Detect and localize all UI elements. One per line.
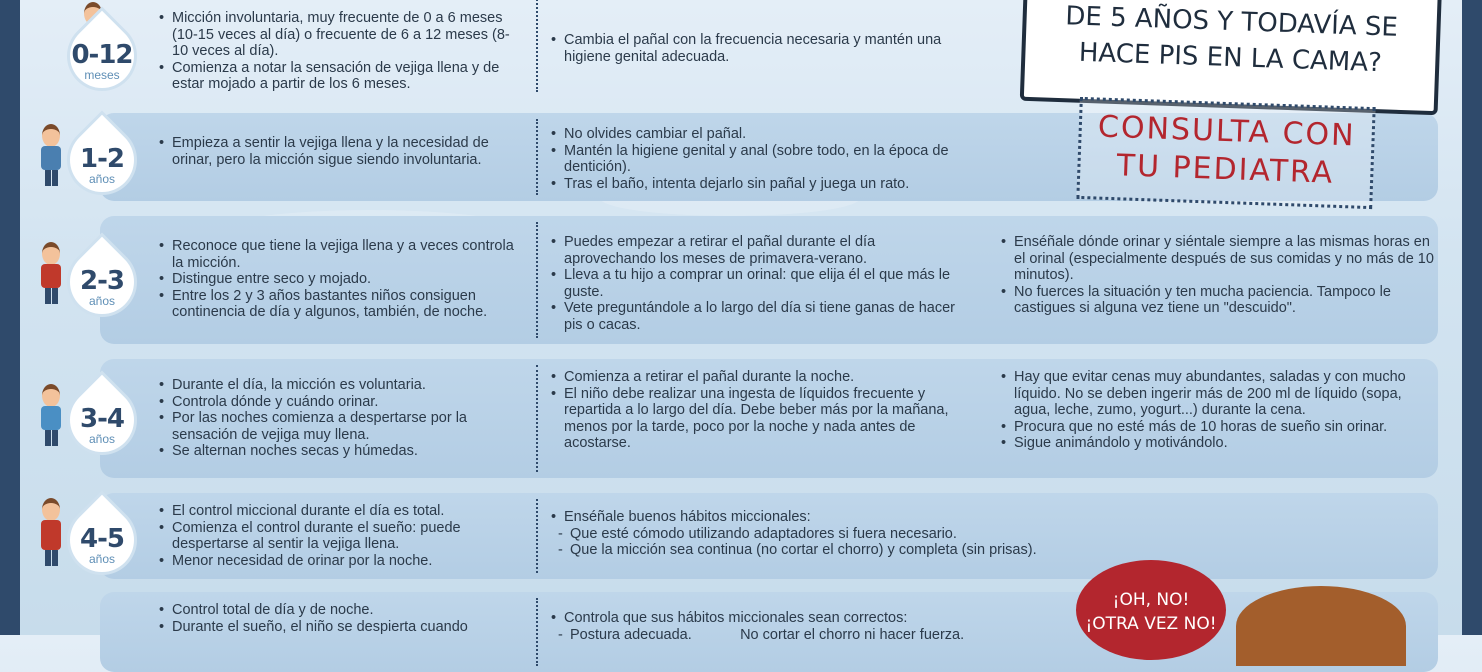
list-subitem: - Postura adecuada. No cortar el chorro ni hacer fuerza. [550, 627, 1110, 644]
list-item: • El control miccional durante el día es total. [158, 503, 518, 520]
list-item: • Comienza a notar la sensación de vejiga llena y de estar mojado a partir de los 6 meses. [158, 60, 518, 93]
column-divider [536, 119, 538, 195]
age-range: 1-2 [80, 144, 124, 174]
list-item: • Controla dónde y cuándo orinar. [158, 394, 518, 411]
age-drop-3-4 [66, 382, 138, 456]
list-item: • Vete preguntándole a lo largo del día si tiene ganas de hacer pis o cacas. [550, 300, 970, 333]
age-drop-1-2 [66, 122, 138, 196]
development-column [158, 602, 518, 635]
development-column [158, 377, 518, 460]
age-unit: años [88, 172, 116, 186]
age-drop-0-12 [66, 18, 138, 92]
list-item: • Comienza el control durante el sueño: puede despertarse al sentir la vejiga llena. [158, 520, 518, 553]
age-unit: años [88, 294, 116, 308]
advice-column [550, 509, 1190, 559]
boy-illustration [1236, 586, 1406, 666]
list-item: • Por las noches comienza a despertarse por la sensación de vejiga muy llena. [158, 410, 518, 443]
list-item: • Procura que no esté más de 10 horas de sueño sin orinar. [1000, 419, 1440, 436]
list-item: • Micción involuntaria, muy frecuente de 0 a 6 meses (10-15 veces al día) o frecuente de 6 a 12 meses (8-10 veces al día). [158, 10, 518, 60]
list-subitem: - Que la micción sea continua (no cortar el chorro) y completa (sin prisas). [550, 542, 1190, 559]
age-range: 2-3 [80, 266, 124, 296]
age-unit: meses [84, 68, 120, 82]
advice-column [550, 610, 1110, 643]
pediatrician-stamp [1076, 97, 1375, 209]
bubble-line-1: ¡OH, NO! [1112, 590, 1190, 610]
list-item: • El niño debe realizar una ingesta de líquidos frecuente y repartida a lo largo del día. Debe beber más por la mañana, menos por la tarde, poco por la noche y nada antes de acostarse. [550, 386, 970, 452]
child-illustration [38, 242, 64, 308]
age-drop-2-3 [66, 244, 138, 318]
list-item: • Mantén la higiene genital y anal (sobre todo, en la época de dentición). [550, 143, 980, 176]
age-range: 3-4 [80, 404, 124, 434]
development-column [158, 135, 518, 168]
extra-advice-column [1000, 369, 1440, 452]
list-item: • Enséñale dónde orinar y siéntale siempre a las mismas horas en el orinal (especialmente después de sus comidas y no más de 10 minutos). [1000, 234, 1440, 284]
age-range: 4-5 [80, 524, 124, 554]
list-item: • Control total de día y de noche. [158, 602, 518, 619]
stamp-line-1: CONSULTA CON [1097, 109, 1357, 154]
list-item: • Distingue entre seco y mojado. [158, 271, 518, 288]
list-item: • Tras el baño, intenta dejarlo sin pañal y juega un rato. [550, 176, 980, 193]
list-item: • Controla que sus hábitos miccionales sean correctos: [550, 610, 1110, 627]
list-item: • No fuerces la situación y ten mucha paciencia. Tampoco le castigues si alguna vez tiene un "descuido". [1000, 284, 1440, 317]
advice-column [550, 32, 980, 65]
column-divider [536, 499, 538, 573]
bubble-line-2: ¡OTRA VEZ NO! [1085, 614, 1217, 634]
list-subitem: - Que esté cómodo utilizando adaptadores si fuera necesario. [550, 526, 1190, 543]
list-item: • Empieza a sentir la vejiga llena y la necesidad de orinar, pero la micción sigue siendo involuntaria. [158, 135, 518, 168]
age-range: 0-12 [71, 40, 133, 70]
sign-line-2: HACE PIS EN LA CAMA? [1078, 37, 1383, 79]
development-column [158, 10, 518, 93]
left-border [0, 0, 20, 635]
list-item: • Menor necesidad de orinar por la noche. [158, 553, 518, 570]
age-drop-4-5 [66, 502, 138, 576]
column-divider [536, 598, 538, 666]
right-border [1462, 0, 1482, 635]
age-unit: años [88, 432, 116, 446]
list-item: • Durante el día, la micción es voluntaria. [158, 377, 518, 394]
age-unit: años [88, 552, 116, 566]
advice-column [550, 369, 970, 452]
list-item: • Cambia el pañal con la frecuencia necesaria y mantén una higiene genital adecuada. [550, 32, 980, 65]
list-item: • Enséñale buenos hábitos miccionales: [550, 509, 1190, 526]
column-divider [536, 365, 538, 472]
list-item: • Puedes empezar a retirar el pañal durante el día aprovechando los meses de primavera-verano. [550, 234, 970, 267]
column-divider [536, 0, 538, 92]
stage-row-2-3 [100, 216, 1438, 344]
list-item: • Sigue animándolo y motivándolo. [1000, 435, 1440, 452]
stage-row-3-4 [100, 359, 1438, 478]
stage-row-4-5 [100, 493, 1438, 579]
child-illustration [38, 498, 64, 564]
list-item: • No olvides cambiar el pañal. [550, 126, 980, 143]
list-item: • Hay que evitar cenas muy abundantes, saladas y con mucho líquido. No se deben ingerir más de 200 ml de líquido (sopa, agua, leche, zumo, yogurt...) durante la cena. [1000, 369, 1440, 419]
list-item: • Entre los 2 y 3 años bastantes niños consiguen continencia de día y algunos, también, de noche. [158, 288, 518, 321]
sign-line-1: DE 5 AÑOS Y TODAVÍA SE [1064, 1, 1399, 43]
list-item: • Reconoce que tiene la vejiga llena y a veces controla la micción. [158, 238, 518, 271]
development-column [158, 503, 518, 569]
toddler-illustration [38, 124, 64, 190]
list-item: • Se alternan noches secas y húmedas. [158, 443, 518, 460]
advice-column [550, 234, 970, 333]
child-illustration [38, 384, 64, 450]
column-divider [536, 222, 538, 338]
speech-bubble [1076, 560, 1226, 660]
advice-column [550, 126, 980, 192]
list-item: • Durante el sueño, el niño se despierta cuando [158, 619, 518, 636]
stamp-line-2: TU PEDIATRA [1116, 148, 1335, 191]
extra-advice-column [1000, 234, 1440, 317]
list-item: • Comienza a retirar el pañal durante la noche. [550, 369, 970, 386]
development-column [158, 238, 518, 321]
list-item: • Lleva a tu hijo a comprar un orinal: que elija él el que más le guste. [550, 267, 970, 300]
